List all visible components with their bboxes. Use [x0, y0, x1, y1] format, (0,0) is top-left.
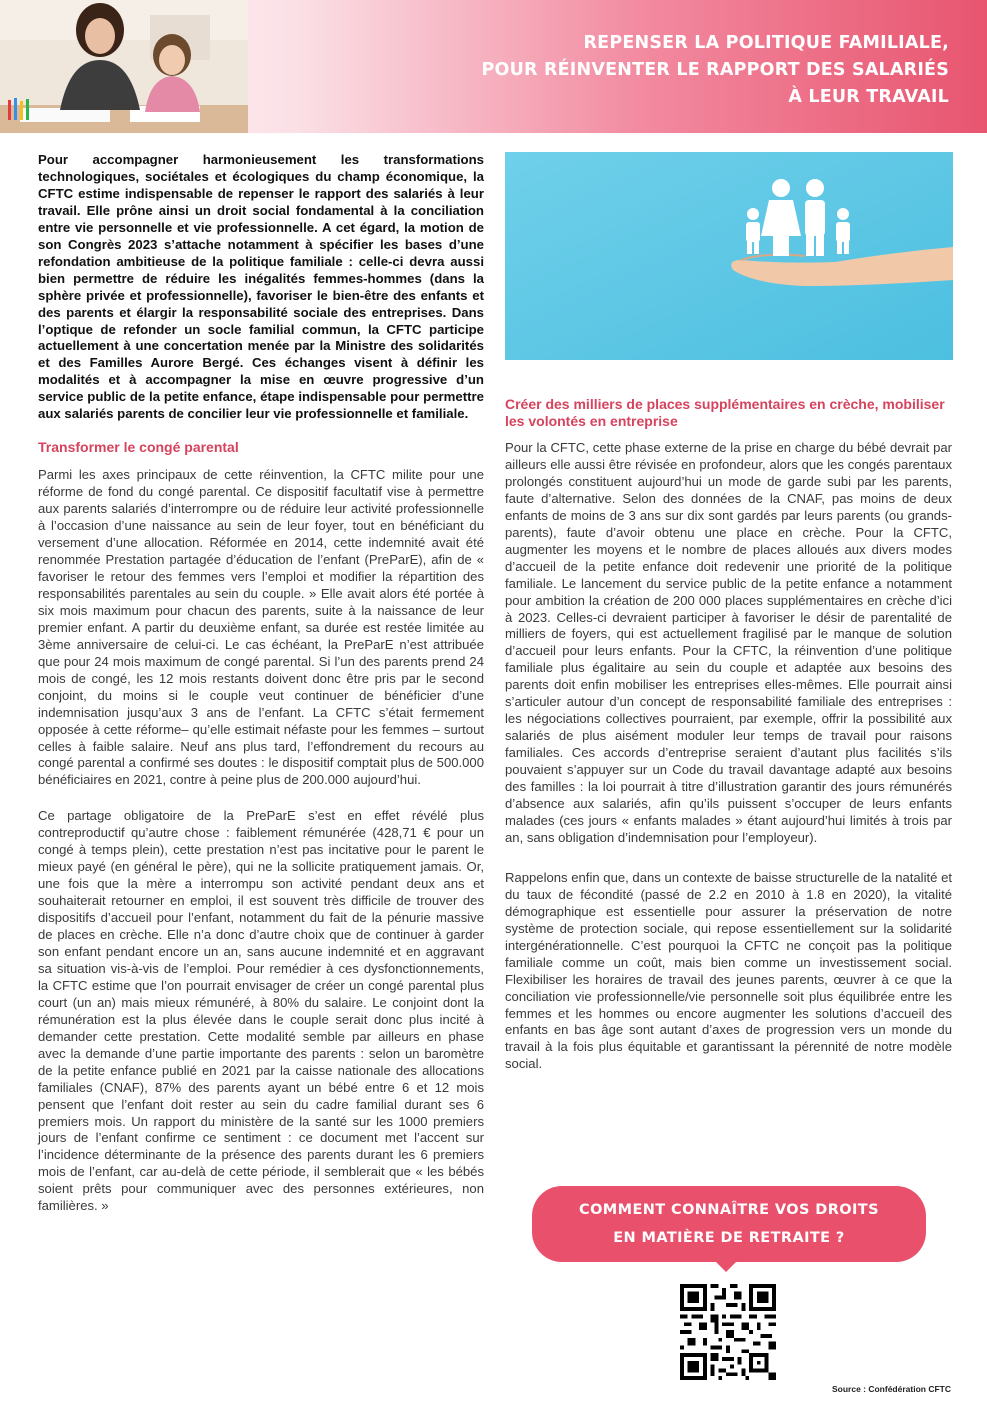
family-hand-image — [505, 152, 953, 360]
family-icon — [505, 152, 953, 360]
callout-line: EN MATIÈRE DE RETRAITE ? — [613, 1230, 845, 1246]
page-title — [482, 30, 950, 111]
header-banner — [0, 0, 987, 133]
qr-code[interactable] — [680, 1284, 776, 1380]
section-heading-creches: Créer des milliers de places supplémentaires en crèche, mobiliser les volontés en entreprise — [505, 396, 945, 429]
header-photo — [0, 0, 248, 133]
intro-paragraph: Pour accompagner harmonieusement les transformations technologiques, sociétales et écologiques du champ économique, la CFTC estime indispensable de repenser le rapport des salariés à leur travail. Elle prône ainsi un droit social fondamental à la conciliation entre vie personnelle et vie professionnelle. A cet égard, la motion de son Congrès 2023 s’attache notamment à spécifier les bases d’une refondation ambitieuse de la politique familiale : celle-ci devra aussi bien permettre de réduire les inégalités femmes-hommes (dans la sphère privée et professionnelle), favoriser le bien-être des enfants et des parents et élargir la responsabilité sociale des entreprises. Dans l’optique de refonder un socle familial commun, la CFTC participe actuellement à une concertation menée par la Ministre des solidarités et des Familles Aurore Bergé. Ces échanges visent à définir les modalités et à accompagner la mise en œuvre progressive d’un service public de la petite enfance, étape indispensable pour permettre aux salariés parents de concilier leur vie professionnelle et familiale. — [38, 152, 484, 422]
body-paragraph: Rappelons enfin que, dans un contexte de baisse structurelle de la natalité et du taux de fécondité (passé de 2.2 en 2010 à 1.8 en 2020), la vitalité démographique est essentielle pour assurer la préservation de notre système de protection sociale, qui repose essentiellement sur la solidarité intergénérationnelle. C’est pourquoi la CFTC ne conçoit pas la politique familiale comme un coût, mais bien comme un investissement social. Flexibiliser les horaires de travail des jeunes parents, œuvrer à ce que la conciliation vie professionnelle/vie personnelle soit plus équilibrée entre les femmes et les hommes ou encore augmenter les solutions d’accueil des enfants en bas âge sont autant d’axes de progression vers un monde du travail à la fois plus équitable et garantissant la pérennité de notre modèle social. — [505, 869, 952, 1072]
title-line: À LEUR TRAVAIL — [788, 87, 949, 107]
retirement-rights-callout — [532, 1186, 926, 1264]
body-paragraph: Ce partage obligatoire de la PreParE s’est en effet révélé plus contreproductif qu’autre chose : faiblement rémunérée (428,71 € pour un congé à temps plein), cette prestation n’est pas incitative pour le parent le mieux payé (en général le père), qui ne la sollicite pratiquement jamais. Or, une fois que la mère a interrompu son activité pendant deux ans et souhaiterait retourner en emploi, il est souvent très difficile de trouver des dispositifs d’accueil pour l’enfant, notamment du fait de la pénurie massive de places en crèche. Elle n’a donc d’autre choix que de continuer à garder son enfant pendant encore un an, sans aucune indemnité et en aggravant sa situation vis-à-vis de l’emploi. Pour remédier à ces dysfonctionnements, la CFTC estime que l’on pourrait envisager de créer un congé parental plus court (un an) mais mieux rémunéré, à 80% du salaire. Le conjoint dont la rémunération est la plus élevée dans le couple serait donc plus incité à demander cette prestation. Cette modalité semble par ailleurs en phase avec la demande d’une partie importante des parents : selon un baromètre de la petite enfance publié en 2021 par la caisse nationale des allocations familiales (CNAF), 87% des parents ayant un bébé entre 6 et 12 mois pensent que l’enfant doit rester au sein du cadre familial durant ses 6 premiers mois. Un rapport du ministère de la santé sur les 1000 premiers jours de l’enfant confirme ce sentiment : ce document met l’accent sur l’incidence déterminante de la présence des parents durant les 6 premiers mois de l’enfant, car au-delà de cette période, il semblerait que « les bébés soient prêts pour communiquer avec des personnes extérieures, non familières. » — [38, 808, 484, 1214]
callout-bubble — [532, 1186, 926, 1262]
left-column — [38, 152, 484, 1215]
callout-line: COMMENT CONNAÎTRE VOS DROITS — [579, 1202, 879, 1218]
right-column — [505, 396, 952, 1073]
section-heading-conge-parental: Transformer le congé parental — [38, 439, 239, 456]
title-line: POUR RÉINVENTER LE RAPPORT DES SALARIÉS — [481, 60, 949, 80]
source-credit: Source : Confédération CFTC — [831, 1384, 951, 1394]
callout-tip — [714, 1260, 738, 1272]
body-paragraph: Parmi les axes principaux de cette réinvention, la CFTC milite pour une réforme de fond du congé parental. Ce dispositif facultatif vise à permettre aux parents salariés d’interrompre ou de réduire leur activité professionnelle à l’occasion d’une naissance au sein de leur foyer, tout en bénéficiant du versement d’une allocation. Réformée en 2014, cette indemnité avait été renommée Prestation partagée d’éducation de l’enfant (PreParE), afin de « favoriser le retour des femmes vers l’emploi et modifier la répartition des responsabilités parentales au sein du couple. » Elle avait alors été portée à six mois maximum pour chacun des parents, suite à la naissance de leur premier enfant. A partir du deuxième enfant, sa durée est restée limitée au 3ème anniversaire de celui-ci. Le cas échéant, la PreParE n’est attribuée que pour 24 mois maximum de congé parental. Si l’un des parents prend 24 mois de congé, les 12 mois restants doivent donc être pris par le second conjoint, du moins si le couple veut continuer de bénéficier d’une indemnisation jusqu’aux 3 ans de l’enfant. La CFTC s’était fermement opposée à cette réforme– qu’elle estimait néfaste pour les femmes – surtout celles à faible salaire. Neuf ans plus tard, l’effondrement du recours au congé parental a confirmé ses doutes : le dispositif comptait plus de 500.000 bénéficiaires en 2021, contre à peine plus de 200.000 aujourd’hui. — [38, 467, 484, 788]
mother-child-illustration — [0, 0, 248, 133]
body-paragraph: Pour la CFTC, cette phase externe de la prise en charge du bébé devrait par ailleurs elle aussi être révisée en profondeur, alors que les congés parentaux prolongés constituent aujourd’hui un mode de garde subi par les parents, faute d’alternative. Selon des données de la CNAF, pas moins de deux enfants de moins de 3 ans sur dix sont gardés par leurs parents (ou grands-parents), faute d’avoir obtenu une place en crèche. Pour la CFTC, augmenter les moyens et le nombre de places alloués aux divers modes d’accueil de la petite enfance doit redevenir une priorité de la politique familiale. Le lancement du service public de la petite enfance a notamment pour ambition la création de 200 000 places supplémentaires en crèche d’ici à 2023. Celles-ci devraient participer à favoriser le désir de parentalité de milliers de foyers, qui est actuellement fragilisé par le manque de solution d’accueil pour leurs enfants. Pour la CFTC, la réinvention d’une politique familiale plus égalitaire au sein du couple et adaptée aux besoins des parents doit enfin mobiliser les entreprises elles-mêmes. Elle pourrait ainsi s’articuler autour d’un concept de responsabilité familiale des entreprises : les négociations collectives pourraient, par exemple, offrir la possibilité aux salariés de plus aisément moduler leur temps de travail pour raisons familiales. Ces accords d’entreprise seraient d’autant plus facilités s’ils pouvaient s’appuyer sur un Code du travail davantage adapté aux besoins des familles : la loi pourrait à titre d’illustration garantir des jours rémunérés d’absence aux salariés, afin qu’ils puissent s’occuper de leurs enfants malades (ces jours « enfants malades » étant aujourd’hui limités à trois par an, sans obligation d’indemnisation pour l’employeur). — [505, 440, 952, 845]
title-line: REPENSER LA POLITIQUE FAMILIALE, — [583, 33, 949, 53]
